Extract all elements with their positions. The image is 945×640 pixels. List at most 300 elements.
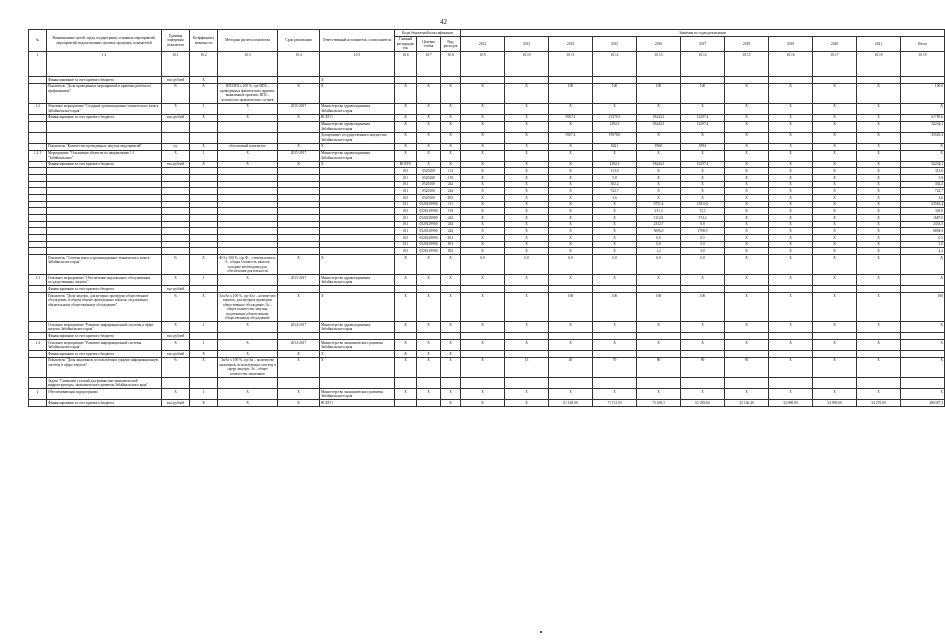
cell-ps [417,333,441,340]
cell-name: Финансирование за счет краевого бюджета [47,76,162,83]
column-number: 10.16 [769,52,813,77]
cell-ps: X [417,357,441,377]
cell-period: X [278,357,320,377]
cell-year-value [681,286,725,293]
cell-period: 2014-2017 [278,322,320,333]
cell-period [278,132,320,143]
cell-year-value: X [725,241,769,248]
cell-year-value: X [813,241,857,248]
cell-ps: X [417,103,441,114]
column-number: 1 [29,52,47,77]
cell-total: 100,0 [901,83,945,103]
cell-year-value: X [769,293,813,322]
cell-year-value: X [681,150,725,161]
cell-total: 23563,4 [901,201,945,208]
cell-unit [162,248,190,255]
column-number: 10.12 [593,52,637,77]
cell-year-value: X [769,389,813,400]
cell-year-value [769,76,813,83]
cell-year-value: X [505,389,549,400]
cell-year-value: X [505,201,549,208]
cell-year-value: X [461,400,505,407]
cell-year-value: X [505,241,549,248]
cell-ps: 0520129900 [417,241,441,248]
cell-year-value: X [637,339,681,350]
cell-total: 722,7 [901,188,945,195]
cell-year-value: X [769,221,813,228]
cell-ps [417,286,441,293]
cell-no [29,293,47,322]
cell-coef: X [190,76,218,83]
cell-unit [162,241,190,248]
cell-no [29,357,47,377]
cell-period [278,248,320,255]
cell-period: X [278,293,320,322]
cell-exec [320,201,395,208]
cell-year-value: X [549,248,593,255]
cell-coef [190,248,218,255]
cell-year-value: X [549,150,593,161]
cell-vr [441,333,461,340]
cell-ps: 0520100 [417,188,441,195]
table-row [29,221,945,228]
table-row [29,235,945,242]
cell-year-value: X [505,221,549,228]
cell-ps [417,400,441,407]
cell-year-value: X [769,132,813,143]
cell-year-value: X [813,248,857,255]
cell-no [29,195,47,202]
cell-year-value: X [813,215,857,222]
cell-year-value: 52 098,00 [769,400,813,407]
cell-year-value [549,286,593,293]
cell-method [218,201,278,208]
cell-vr: X [441,161,461,168]
cell-total: 313,0 [901,168,945,175]
cell-period: 2015-2017 [278,103,320,114]
cell-year-value: 574,2 [681,215,725,222]
table-row [29,114,945,121]
cell-period: X [278,161,320,168]
cell-year-value: 8560 [637,143,681,150]
cell-coef [190,241,218,248]
table-row [29,286,945,293]
cell-period: X [278,114,320,121]
cell-grbs: 011 [395,188,417,195]
cell-year-value: X [461,103,505,114]
cell-year-value: X [769,195,813,202]
cell-method [218,168,278,175]
cell-unit: % [162,357,190,377]
cell-year-value [813,286,857,293]
cell-ps: 0520129900 [417,248,441,255]
header-period: Срок реализации [278,30,320,52]
cell-name [47,175,162,182]
cell-year-value: X [549,221,593,228]
cell-exec: Министерство здравоохранения Забайкальского края [320,275,395,286]
cell-vr: 111 [441,201,461,208]
cell-period: 2014-2017 [278,339,320,350]
cell-year-value: X [593,389,637,400]
table-row [29,215,945,222]
cell-exec [320,228,395,235]
cell-year-value: X [505,175,549,182]
cell-method [218,181,278,188]
cell-year-value: 19978,0 [593,132,637,143]
cell-coef: 1 [190,103,218,114]
column-number: 10.4 [278,52,320,77]
cell-exec: X [320,293,395,322]
cell-year-value: X [681,132,725,143]
cell-year-value: X [593,208,637,215]
cell-no [29,175,47,182]
cell-year-value: X [769,114,813,121]
cell-total: 4,2 [901,248,945,255]
cell-year-value: X [725,215,769,222]
cell-unit [162,195,190,202]
cell-year-value: X [725,161,769,168]
cell-coef [190,195,218,202]
cell-year-value: X [857,103,901,114]
cell-year-value: X [549,188,593,195]
cell-year-value: 12297,4 [681,121,725,132]
cell-method [218,228,278,235]
column-number: 10.8 [441,52,461,77]
cell-ps: X [417,293,441,322]
table-row [29,339,945,350]
cell-unit: X [162,389,190,400]
cell-grbs: X [395,150,417,161]
cell-coef: X [190,83,218,103]
cell-year-value: 54 279,00 [857,400,901,407]
cell-year-value: X [769,143,813,150]
cell-vr: 244 [441,188,461,195]
cell-year-value: X [813,121,857,132]
cell-ps: X [417,143,441,150]
cell-grbs [395,400,417,407]
cell-year-value [725,351,769,358]
cell-ps [417,76,441,83]
cell-year-value: 100 [681,83,725,103]
cell-ps: X [417,351,441,358]
cell-exec [320,248,395,255]
cell-name: Задача "Снижение условий для финансово-экономической инфраструктуры, экономического развития Забайкальского края" [47,377,162,388]
cell-year-value: X [505,168,549,175]
cell-year-value: X [681,322,725,333]
cell-unit: тыс.рублей [162,161,190,168]
table-row [29,103,945,114]
cell-year-value: X [813,132,857,143]
cell-year-value: X [813,188,857,195]
column-number: 10.7 [417,52,441,77]
cell-no [29,83,47,103]
cell-year-value [637,377,681,388]
cell-period: X [278,143,320,150]
cell-name: Основное мероприятие "Развитие информационной системы Забайкальского края" [47,339,162,350]
cell-year-value: X [505,215,549,222]
cell-period: X [278,255,320,275]
cell-unit: тыс.рублей [162,333,190,340]
cell-total [901,377,945,388]
cell-ps: X [417,339,441,350]
cell-coef: X [190,293,218,322]
cell-year-value [593,76,637,83]
cell-year-value: X [637,103,681,114]
cell-year-value: X [549,215,593,222]
header-year: 2018 [725,36,769,52]
cell-year-value: X [769,275,813,286]
cell-name [47,228,162,235]
cell-year-value: X [857,241,901,248]
cell-vr: X [441,132,461,143]
cell-name: Финансирование за счет краевого бюджета [47,400,162,407]
cell-total: X [901,322,945,333]
cell-exec: X [320,255,395,275]
table-row [29,188,945,195]
cell-unit: % [162,255,190,275]
cell-grbs: X [395,339,417,350]
cell-vr: 244 [441,228,461,235]
cell-exec: X [320,76,395,83]
cell-year-value: X [637,188,681,195]
cell-year-value: 0,0 [637,235,681,242]
cell-year-value: X [593,221,637,228]
cell-year-value: X [593,103,637,114]
cell-year-value [549,351,593,358]
cell-year-value: X [769,208,813,215]
cell-year-value: X [593,241,637,248]
cell-year-value: X [857,389,901,400]
cell-year-value: X [813,322,857,333]
cell-vr [441,377,461,388]
cell-year-value: X [681,339,725,350]
cell-grbs: 011 [395,228,417,235]
cell-year-value: 100 [681,293,725,322]
cell-ps: X [417,322,441,333]
cell-period [278,215,320,222]
table-row [29,195,945,202]
cell-grbs [395,76,417,83]
cell-year-value: X [461,322,505,333]
cell-vr [441,286,461,293]
cell-year-value [461,333,505,340]
cell-year-value: X [549,235,593,242]
cell-year-value: X [461,339,505,350]
cell-no [29,143,47,150]
cell-name [47,221,162,228]
cell-name [47,195,162,202]
cell-year-value [857,377,901,388]
table-row [29,255,945,275]
cell-year-value [549,377,593,388]
cell-year-value: X [505,248,549,255]
cell-ps: 0520129900 [417,201,441,208]
cell-year-value: X [769,215,813,222]
cell-year-value: X [461,83,505,103]
header-vr: Вид расходов [441,36,461,52]
cell-year-value: X [725,83,769,103]
cell-year-value: X [857,168,901,175]
cell-unit [162,228,190,235]
cell-year-value [593,286,637,293]
cell-name: Финансирование за счет краевого бюджета [47,114,162,121]
cell-year-value: X [505,235,549,242]
cell-name [47,208,162,215]
cell-year-value: 13812,0 [681,201,725,208]
cell-exec: Министерство здравоохранения Забайкальского края [320,322,395,333]
cell-year-value: 313,0 [593,168,637,175]
cell-coef [190,168,218,175]
cell-period [278,377,320,388]
cell-year-value [637,76,681,83]
cell-year-value: 100 [549,293,593,322]
cell-year-value: 95 [725,357,769,377]
cell-exec: X [320,357,395,377]
cell-year-value: X [505,188,549,195]
cell-year-value: X [505,103,549,114]
cell-name [47,188,162,195]
cell-year-value: X [857,275,901,286]
cell-total [901,351,945,358]
cell-year-value: 40 [549,357,593,377]
cell-grbs: X [395,357,417,377]
cell-year-value: 70 [593,357,637,377]
cell-ps: X [417,150,441,161]
cell-coef [190,175,218,182]
cell-year-value: X [549,389,593,400]
cell-exec: ВСЕГО [320,114,395,121]
cell-year-value: X [813,114,857,121]
cell-year-value: 1492,5 [593,121,637,132]
cell-name: Основное мероприятие "Обеспечение надлежащего обслуживания государственных закупок" [47,275,162,286]
cell-year-value: 61 128,00 [549,400,593,407]
cell-ps: X [417,255,441,275]
cell-total: 61785,6 [901,114,945,121]
cell-year-value: 100 [549,83,593,103]
cell-year-value: 1798,9 [681,228,725,235]
cell-unit [162,175,190,182]
cell-year-value [725,333,769,340]
cell-year-value: 72,5 [681,208,725,215]
cell-vr: 242 [441,215,461,222]
cell-method: X [218,351,278,358]
cell-year-value: X [637,175,681,182]
cell-ps [417,377,441,388]
page-number: 42 [440,18,447,26]
cell-year-value: X [725,248,769,255]
cell-unit: тыс.рублей [162,351,190,358]
cell-year-value [505,333,549,340]
cell-year-value: 6,0 [549,255,593,275]
cell-year-value [681,333,725,340]
table-row [29,333,945,340]
cell-year-value [769,351,813,358]
cell-year-value: X [769,322,813,333]
cell-year-value: X [725,168,769,175]
cell-year-value: X [813,103,857,114]
cell-year-value: X [857,161,901,168]
cell-year-value: 0,0 [637,241,681,248]
cell-year-value: X [681,195,725,202]
cell-year-value: X [549,322,593,333]
column-number: 10.10 [505,52,549,77]
cell-vr: X [441,357,461,377]
cell-vr: 851 [441,195,461,202]
cell-year-value: X [549,241,593,248]
cell-method [218,235,278,242]
cell-no [29,255,47,275]
cell-year-value: X [725,201,769,208]
cell-year-value: 231,3 [637,208,681,215]
cell-year-value: X [857,201,901,208]
cell-coef [190,208,218,215]
cell-year-value: X [681,168,725,175]
cell-year-value: X [769,150,813,161]
cell-year-value: X [461,228,505,235]
cell-year-value: X [857,143,901,150]
cell-year-value: X [549,175,593,182]
cell-year-value: X [461,201,505,208]
cell-total: X [901,103,945,114]
cell-total: 0,5 [901,235,945,242]
cell-year-value: 5,0 [681,241,725,248]
table-row [29,201,945,208]
cell-year-value: X [769,168,813,175]
cell-year-value: 5,8 [593,175,637,182]
cell-grbs [395,333,417,340]
cell-year-value [549,76,593,83]
cell-year-value: X [505,143,549,150]
cell-method: X [218,400,278,407]
cell-no [29,377,47,388]
cell-total: 29545,4 [901,132,945,143]
cell-method: X [218,389,278,400]
cell-grbs: 011 [395,215,417,222]
cell-year-value [505,76,549,83]
cell-year-value: 61 283,60 [681,400,725,407]
table-row [29,175,945,182]
cell-year-value: X [813,175,857,182]
header-coef: Коэффициент значимости [190,30,218,52]
cell-year-value: X [813,255,857,275]
cell-no [29,322,47,333]
table-row [29,228,945,235]
cell-year-value: 18444,3 [637,114,681,121]
header-year: 2021 [857,36,901,52]
cell-period [278,228,320,235]
cell-vr: 851 [441,241,461,248]
header-executor: Ответственный исполнитель, соисполнитель [320,30,395,52]
cell-year-value: X [813,275,857,286]
header-year: 2017 [681,36,725,52]
cell-year-value: X [505,132,549,143]
cell-exec [320,286,395,293]
header-name: Наименование целей, задач, подпрограмм, основных мероприятий, мероприятий, ведомственных целевых программ, показателей [47,30,162,52]
cell-year-value: 21470,5 [593,114,637,121]
cell-year-value: 6,0 [681,255,725,275]
cell-vr: 119 [441,175,461,182]
cell-ps: 0520100 [417,181,441,188]
cell-year-value [857,351,901,358]
cell-year-value [725,286,769,293]
cell-year-value: X [857,255,901,275]
cell-name: Финансирование за счет краевого бюджета [47,333,162,340]
cell-method [218,132,278,143]
cell-year-value: 6,0 [461,255,505,275]
cell-coef: X [190,143,218,150]
cell-grbs: X [395,83,417,103]
cell-year-value: X [593,215,637,222]
